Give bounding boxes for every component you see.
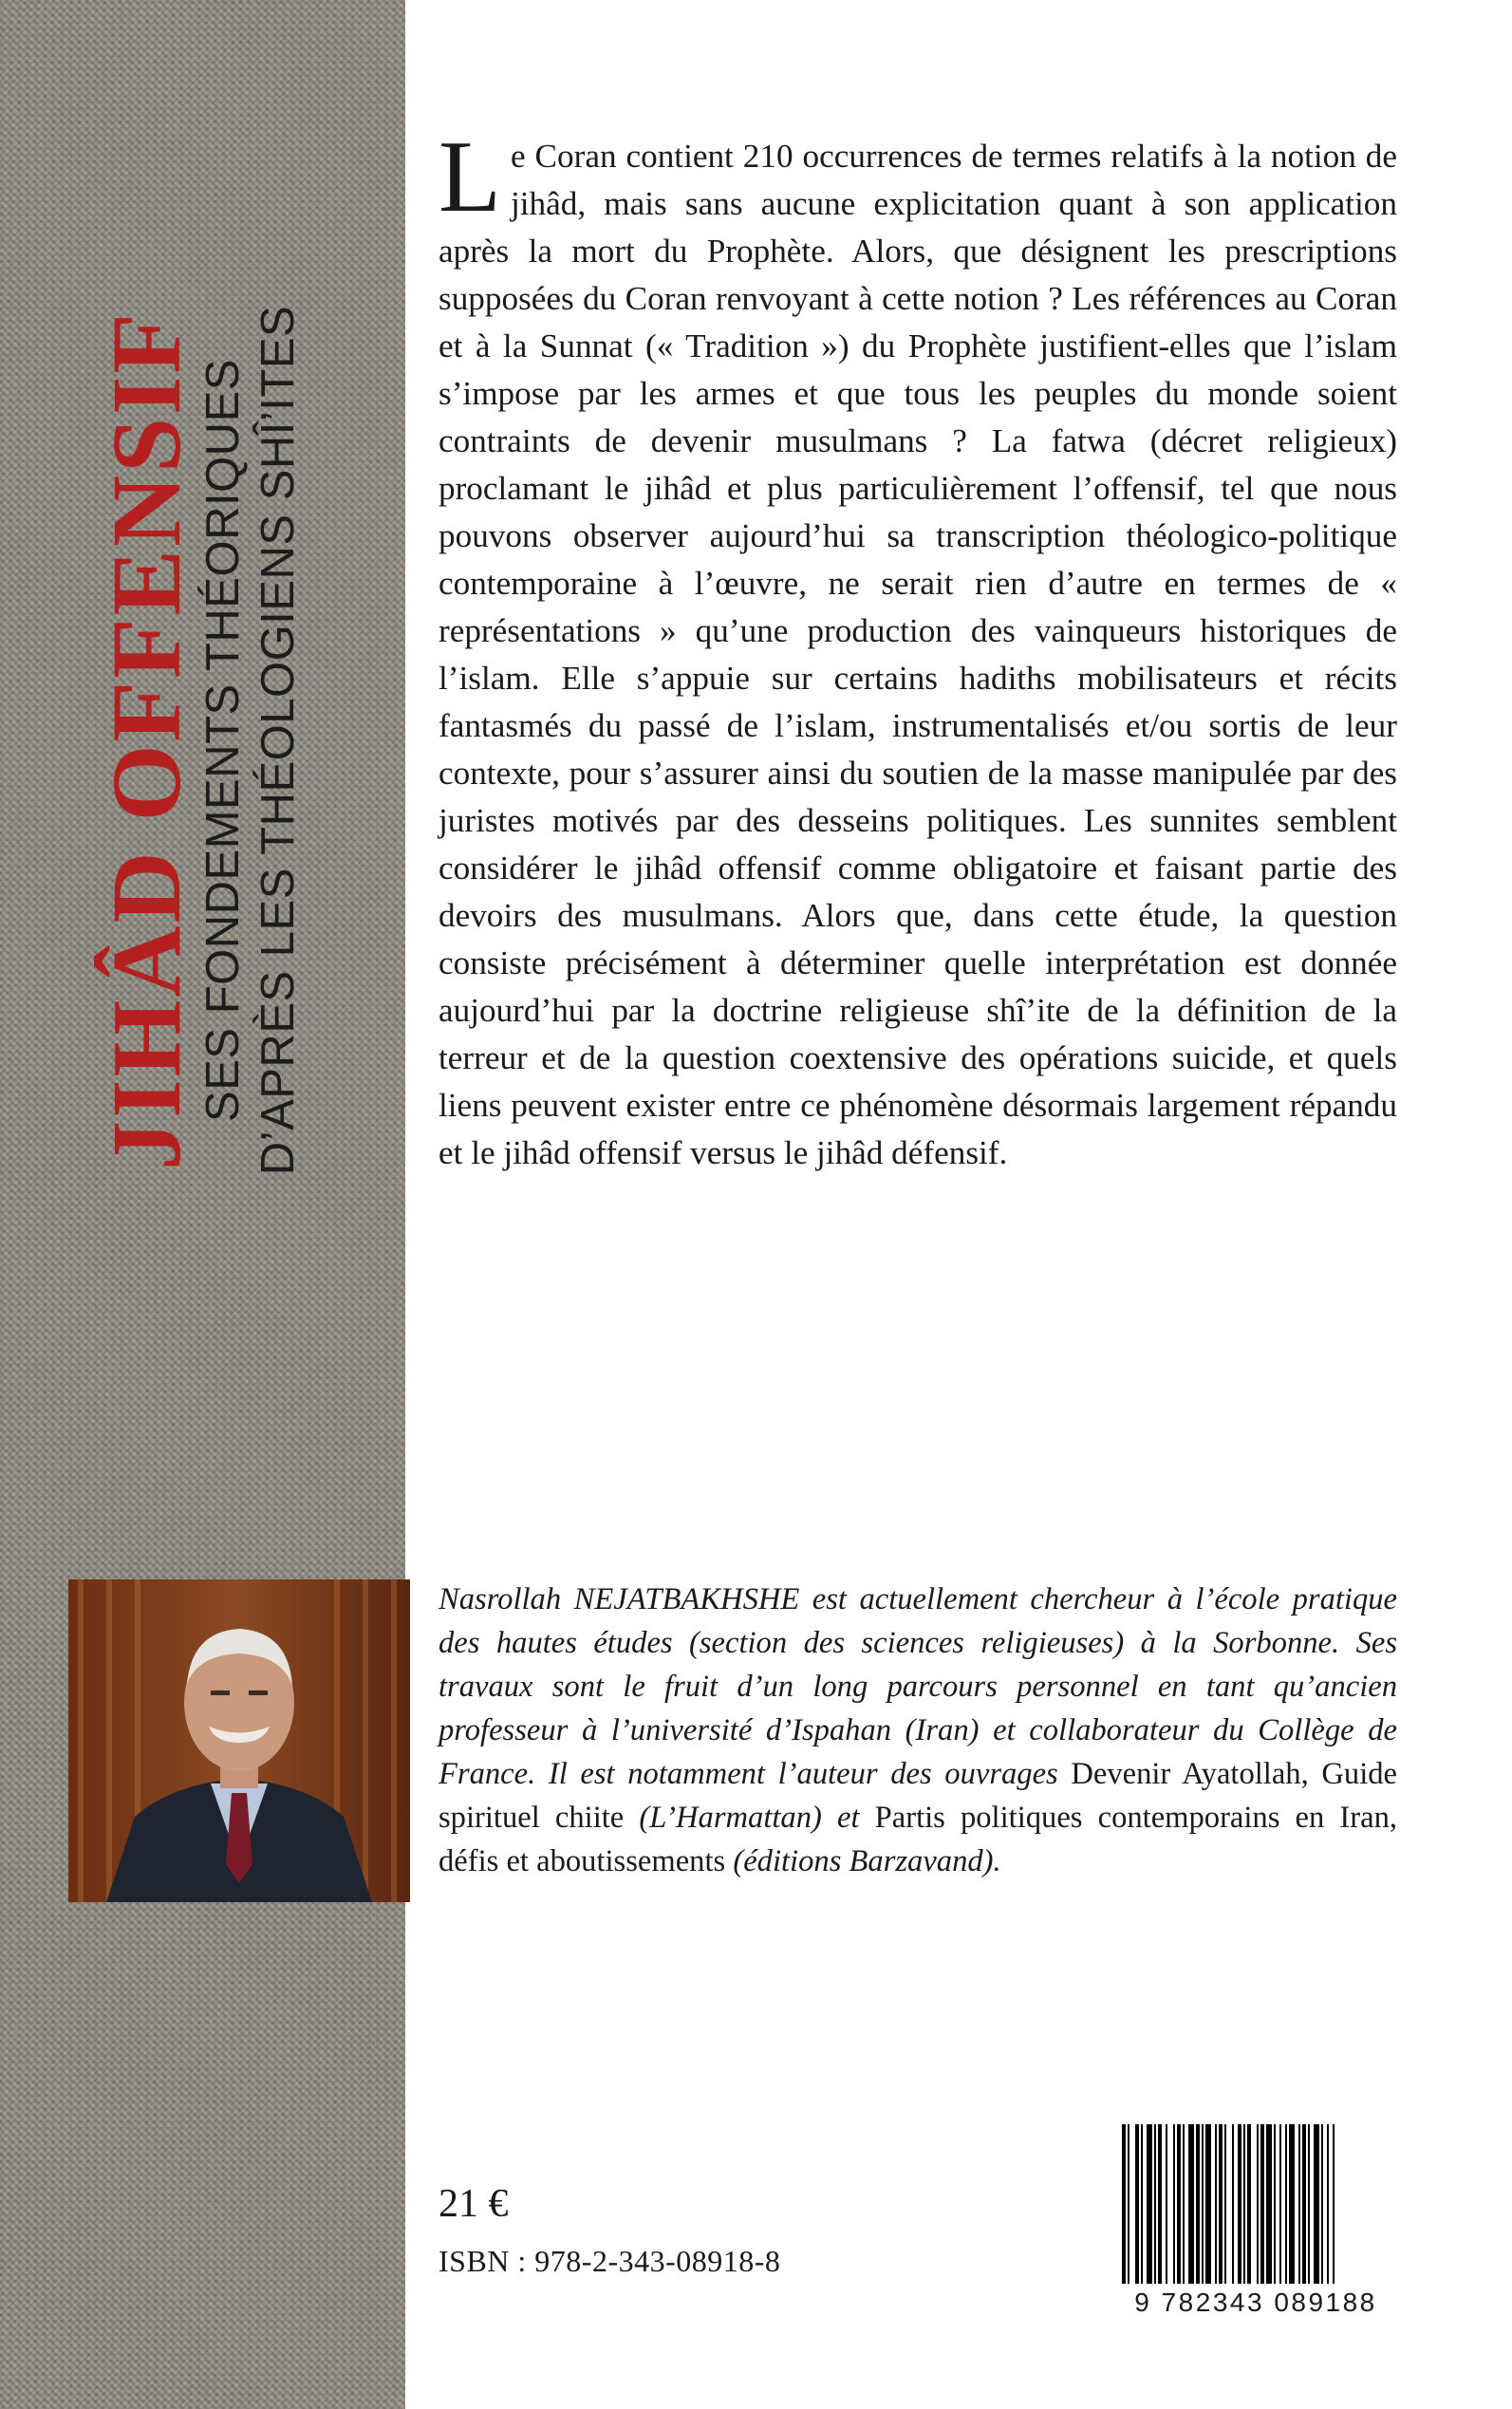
bio-text: Nasrollah NEJATBAKHSHE est actuellement chercheur à l’école pratique des hautes études (section des sciences religieuses) à la Sorbonne. Ses travaux sont le fruit d’un long parcours personnel en tant qu’ancien professeur à l’université d’Ispahan (Iran) et collaborateur du Collège de France. Il est notamment l’auteur des ouvrages bbox=[439, 1582, 1397, 1791]
author-portrait-image bbox=[68, 1579, 410, 1902]
book-subtitle-line2: D’APRÈS LES THÉOLOGIENS SHÎ’ITES bbox=[252, 305, 304, 1176]
author-bio bbox=[439, 1578, 1397, 1883]
drop-cap: L bbox=[439, 121, 501, 233]
bio-publisher-2: (éditions Barzavand). bbox=[733, 1844, 1001, 1878]
spine-texture bbox=[0, 0, 405, 2409]
summary-text: e Coran contient 210 occurrences de termes relatifs à la notion de jihâd, mais sans aucune explicitation quant à son application après la mort du Prophète. Alors, que désignent les prescriptions supposées du Coran renvoyant à cette notion ? Les références au Coran et à la Sunnat (« Tradition ») du Prophète justifient-elles que l’islam s’impose par les armes et que tous les peuples du monde soient contraints de devenir musulmans ? La fatwa (décret religieux) proclamant le jihâd et plus particulièrement l’offensif, tel que nous pouvons observer aujourd’hui sa transcription théologico-politique contemporaine à l’œuvre, ne serait rien d’autre en termes de « représentations » qu’une production des vainqueurs historiques de l’islam. Elle s’appuie sur certains hadiths mobilisateurs et récits fantasmés du passé de l’islam, instrumentalisés et/ou sortis de leur contexte, pour s’assurer ainsi du soutien de la masse manipulée par des juristes motivés par des desseins politiques. Les sunnites semblent considérer le jihâd offensif comme obligatoire et faisant partie des devoirs des musulmans. Alors que, dans cette étude, la question consiste précisément à déterminer quelle interprétation est donnée aujourd’hui par la doctrine religieuse shî’ite de la définition de la terreur et de la question coextensive des opérations suicide, et quels liens peuvent exister entre ce phénomène désormais largement répandu et le jihâd offensif versus le jihâd défensif. bbox=[439, 138, 1397, 1171]
bio-book-title-1: Devenir Ayatollah, Guide spirituel chiite bbox=[439, 1757, 1397, 1835]
barcode-number: 9 782343 089188 bbox=[1134, 2288, 1377, 2317]
book-title: JIHÂD OFFENSIF bbox=[92, 310, 202, 1170]
author-photo bbox=[68, 1579, 410, 1902]
price: 21 € bbox=[439, 2182, 509, 2226]
isbn: ISBN : 978-2-343-08918-8 bbox=[439, 2244, 781, 2278]
bio-publisher-1: (L’Harmattan) et bbox=[639, 1801, 860, 1835]
barcode bbox=[1118, 2122, 1393, 2322]
book-subtitle-line1: SES FONDEMENTS THÉORIQUES bbox=[197, 359, 250, 1122]
barcode-bars bbox=[1118, 2122, 1393, 2286]
bio-book-title-2: Partis politiques contemporains en Iran, défis et aboutissements bbox=[439, 1801, 1397, 1878]
spine-title-block bbox=[92, 305, 307, 1176]
back-cover-summary bbox=[439, 121, 1397, 1177]
